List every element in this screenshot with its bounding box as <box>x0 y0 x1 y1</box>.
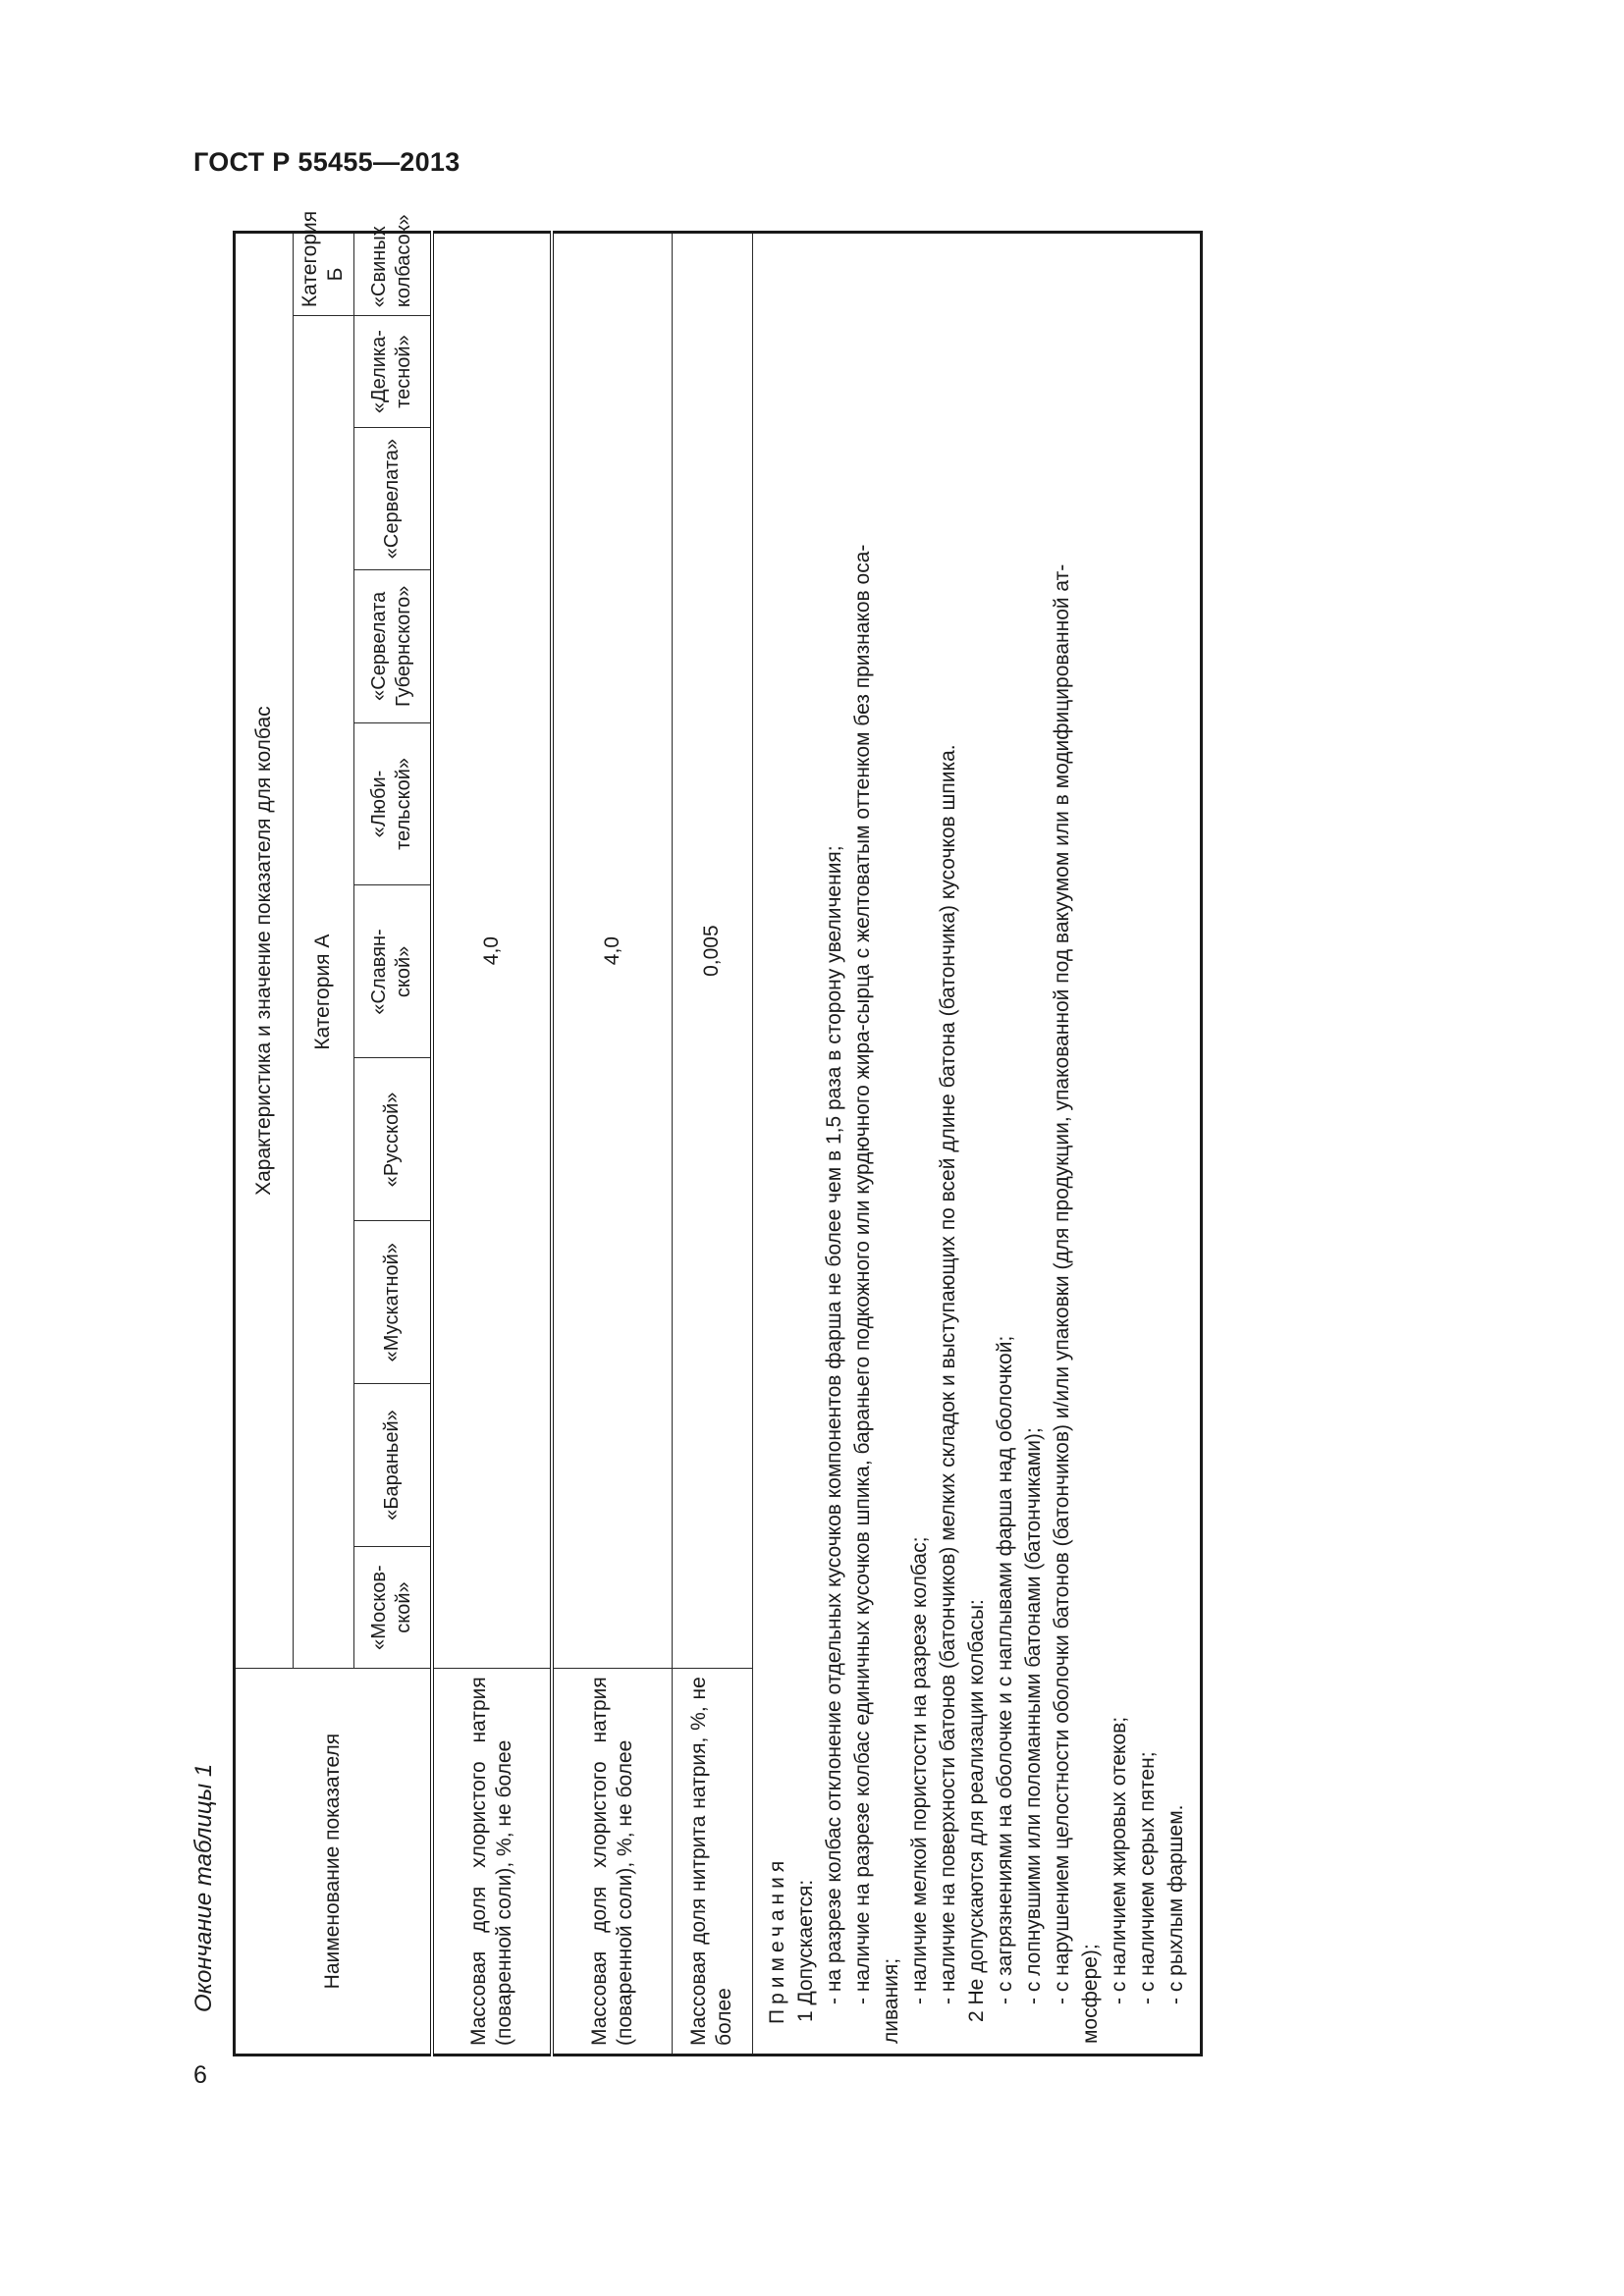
row-value-nacl-1: 4,0 <box>432 233 552 1669</box>
sub-delikatesnoy: «Делика- тесной» <box>368 330 415 414</box>
sub-lyubitelskoy: «Люби- тельской» <box>368 758 415 850</box>
row-name-nacl-1: Массовая доля хлористого натрия (поваренной соли), %, не более <box>432 1669 552 2056</box>
subheader-cell <box>353 1221 432 1384</box>
subheader-cell <box>353 428 432 570</box>
col-header-main: Характеристика и значение показателя для колбас <box>235 233 294 1669</box>
sub-servelata: «Сервелата» <box>380 438 403 560</box>
notes-title: Примечания <box>765 1855 788 2024</box>
table-row <box>432 233 552 2056</box>
subheader-cell <box>353 1384 432 1547</box>
note-line: ливания; <box>879 1957 902 2044</box>
subheader-cell <box>353 316 432 428</box>
notes-cell <box>752 233 1201 2056</box>
sub-russkoy: «Русской» <box>380 1092 403 1188</box>
category-b-header: Категория Б <box>294 233 354 316</box>
continuation-label: Окончание таблицы 1 <box>190 1763 217 2012</box>
sub-moskovskoy: «Москов- ской» <box>368 1565 415 1650</box>
indicators-table <box>233 210 1203 2056</box>
note-line: - с лопнувшими или поломанными батонами (батончиками); <box>1021 1427 1045 2004</box>
page-number: 6 <box>193 2061 207 2089</box>
rotated-table-block <box>233 210 1211 2056</box>
sub-servelata-gubernskogo: «Сервелата Губернского» <box>368 585 415 708</box>
row-value-nitrite: 0,005 <box>672 233 752 1669</box>
note-line: - с наличием жировых отеков; <box>1107 1716 1130 2004</box>
note-line: - с наличием серых пятен; <box>1135 1751 1159 2004</box>
note-line: - наличие на поверхности батонов (батончиков) мелких складок и выступающих по всей длине батона (батончика) кусочков шпика. <box>936 744 959 2004</box>
note-line: 2 Не допускаются для реализации колбасы: <box>964 1599 988 2022</box>
category-a-header: Категория А <box>294 316 354 1669</box>
table-row <box>552 233 672 2056</box>
notes-row <box>752 233 1201 2056</box>
note-line: - с рыхлым фаршем. <box>1164 1804 1187 2004</box>
row-name-nitrite: Массовая доля нитрита натрия, %, не более <box>672 1669 752 2056</box>
table-row <box>672 233 752 2056</box>
subheader-cell <box>353 214 432 316</box>
subheader-cell <box>353 1546 432 1668</box>
subheader-cell <box>353 570 432 722</box>
subheader-cell <box>353 1058 432 1221</box>
sub-slavyanskoy: «Славян- ской» <box>368 929 415 1015</box>
col-header-name: Наименование показателя <box>235 1669 433 2056</box>
sub-svinyh-kolbasok: «Свиных колбасок» <box>368 214 415 308</box>
note-line: - наличие мелкой пористости на разрезе колбас; <box>907 1536 931 2004</box>
note-line: мосфере); <box>1078 1944 1102 2044</box>
subheader-cell <box>353 722 432 885</box>
note-line: 1 Допускается: <box>793 1879 817 2022</box>
row-name-nacl-2: Массовая доля хлористого натрия (поваренной соли), %, не более <box>552 1669 672 2056</box>
sub-baraney: «Бараньей» <box>380 1410 403 1521</box>
note-line: - на разрезе колбас отклонение отдельных кусочков компонентов фарша не более чем в 1,5 раза в сторону увеличения; <box>822 845 845 2004</box>
note-line: - с загрязнениями на оболочке и с наплывами фарша над оболочкой; <box>993 1335 1016 2004</box>
subheader-cell <box>353 885 432 1058</box>
sub-muskatnoy: «Мускатной» <box>380 1243 403 1362</box>
row-value-nacl-2: 4,0 <box>552 233 672 1669</box>
standard-header: ГОСТ Р 55455—2013 <box>193 147 460 177</box>
note-line: - наличие на разрезе колбас единичных кусочков шпика, бараньего подкожного или курдючного жира-сырца с желтоватым оттенком без признаков оса- <box>850 544 874 2004</box>
note-line: - с нарушением целостности оболочки батонов (батончиков) и/или упаковки (для продукции, упакованной под вакуумом или в модифицированной ат- <box>1050 563 1073 2004</box>
